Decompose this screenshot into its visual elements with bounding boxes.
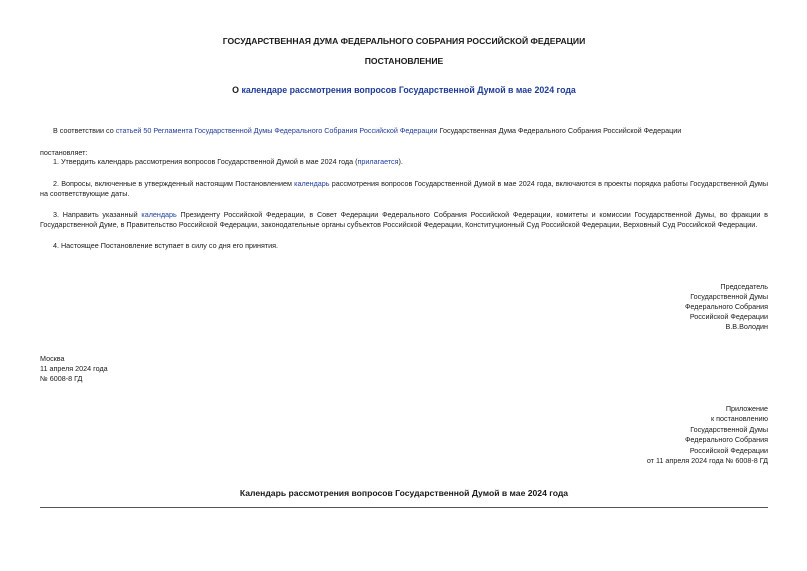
calendar-link-1[interactable]: календарь [294, 179, 330, 188]
item-1-tail: ). [398, 157, 403, 166]
signature-block [685, 282, 768, 332]
regulation-article-link[interactable]: статьей 50 Регламента Государственной Думы Федерального Собрания Российской Федерации [115, 126, 438, 135]
appendix-line-4: Федерального Собрания [684, 435, 768, 445]
appendix-line-5: Российской Федерации [689, 445, 768, 455]
appendix-block [647, 404, 768, 466]
item-4: 4. Настоящее Постановление вступает в силу со дня его принятия. [53, 241, 279, 250]
signatory-name: В.В.Володин [725, 322, 768, 331]
document-number: № 6008-8 ГД [40, 374, 83, 383]
city: Москва [40, 354, 65, 363]
place-date-number [40, 354, 108, 384]
preamble-text-before: В соответствии со [53, 126, 116, 135]
item-1-text: 1. Утвердить календарь рассмотрения вопросов Государственной Думой в мае 2024 года ( [53, 157, 358, 166]
signature-line-1: Председатель [720, 282, 768, 291]
preamble-text-after: Государственная Дума Федерального Собрания Российской Федерации [437, 126, 682, 135]
appendix-line-6: от 11 апреля 2024 года № 6008-8 ГД [646, 456, 768, 466]
attached-link[interactable]: прилагается [357, 157, 399, 166]
item-2 [40, 179, 768, 199]
appendix-line-2: к постановлению [710, 414, 768, 424]
signature-line-2: Государственной Думы [690, 292, 768, 301]
item-1 [40, 157, 768, 167]
item-3 [40, 210, 768, 230]
item-3-text: 3. Направить указанный [53, 210, 142, 219]
signature-line-3: Федерального Собрания [684, 302, 768, 311]
item-2-tail: рассмотрения вопросов Государственной Думой в мае 2024 года, включаются в проекты порядка работы Государственной Думы на соответствующие даты. [40, 179, 768, 198]
calendar-link-2[interactable]: календарь [141, 210, 177, 219]
appendix-line-3: Государственной Думы [690, 424, 768, 434]
adoption-date: 11 апреля 2024 года [40, 364, 108, 373]
divider [40, 507, 768, 508]
title-link[interactable]: календаре рассмотрения вопросов Государственной Думой в мае 2024 года [241, 85, 576, 95]
calendar-title: Календарь рассмотрения вопросов Государственной Думой в мае 2024 года [239, 488, 569, 498]
preamble [40, 126, 768, 136]
item-2-text: 2. Вопросы, включенные в утвержденный настоящим Постановлением [53, 179, 295, 188]
resolves-label: постановляет: [40, 148, 88, 157]
appendix-line-1: Приложение [725, 404, 768, 413]
item-3-tail: Президенту Российской Федерации, в Совет Федерации Федерального Собрания Российской Федерации, комитеты и комиссии Государственной Думы, во фракции в Государственной Думе, в Правительство Российской Федерации, законодательные органы субъектов Российской Федерации, Конституционный Суд Российской Федерации, Верховный Суд Российской Федерации. [40, 210, 768, 229]
title-prefix: О [232, 85, 242, 95]
document-title [40, 85, 768, 95]
signature-line-4: Российской Федерации [689, 312, 768, 321]
issuing-authority: ГОСУДАРСТВЕННАЯ ДУМА ФЕДЕРАЛЬНОГО СОБРАНИЯ РОССИЙСКОЙ ФЕДЕРАЦИИ [222, 36, 586, 46]
document-type: ПОСТАНОВЛЕНИЕ [364, 56, 444, 66]
